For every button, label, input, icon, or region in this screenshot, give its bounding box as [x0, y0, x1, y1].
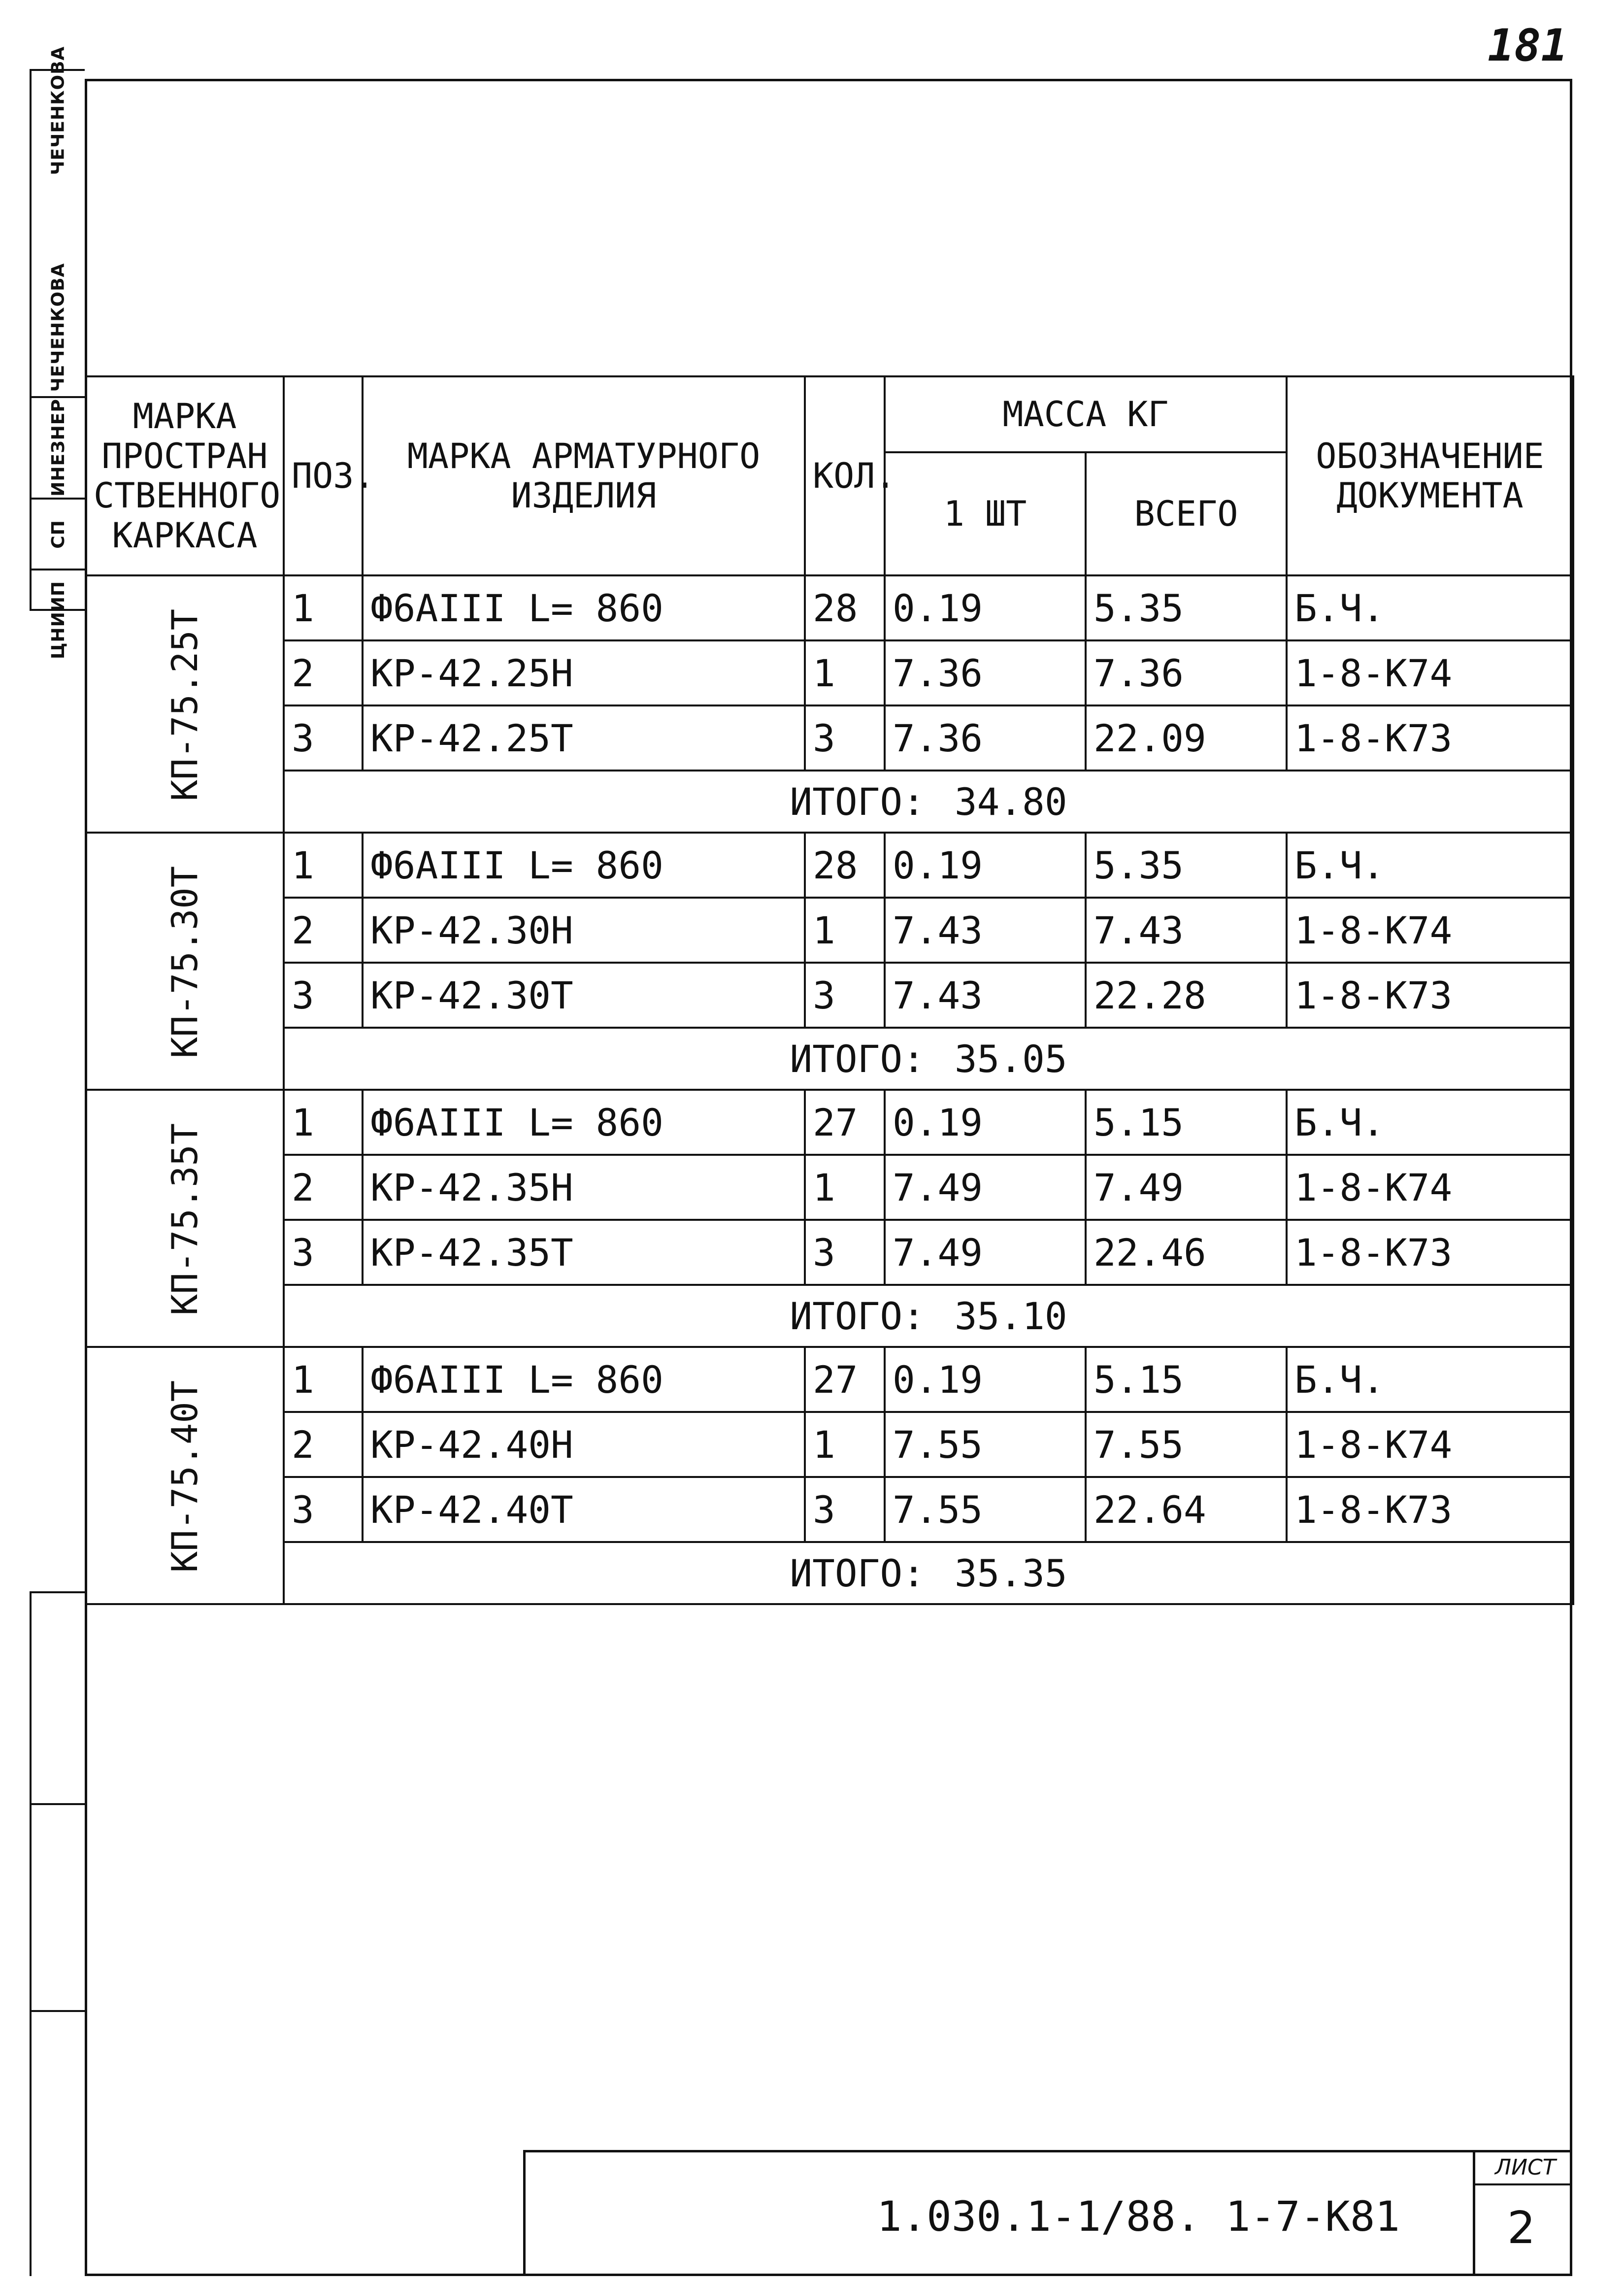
total-mass-cell: 22.28 [1086, 963, 1287, 1028]
total-row [86, 1542, 1573, 1604]
unit-mass-cell: 7.49 [885, 1155, 1086, 1220]
qty-cell: 28 [805, 575, 885, 640]
table-row [86, 833, 1573, 898]
table-row [86, 898, 1573, 963]
qty-cell: 1 [805, 898, 885, 963]
unit-mass-cell: 7.36 [885, 640, 1086, 705]
total-row [86, 771, 1573, 833]
qty-cell: 1 [805, 1155, 885, 1220]
total-cell [284, 1542, 1573, 1604]
pos-cell: 2 [284, 898, 363, 963]
frame-mark-cell [86, 1347, 284, 1604]
doc-cell: 1-8-К73 [1287, 963, 1573, 1028]
qty-cell: 27 [805, 1347, 885, 1412]
unit-mass-cell: 0.19 [885, 575, 1086, 640]
header-qty: КОЛ. [805, 376, 885, 575]
stamp-signature: ЧЕЧЕНКОВА [48, 263, 68, 392]
unit-mass-cell: 7.55 [885, 1412, 1086, 1477]
qty-cell: 3 [805, 705, 885, 771]
frame-mark-cell [86, 833, 284, 1090]
doc-cell: 1-8-К74 [1287, 898, 1573, 963]
header-mass: МАССА КГ [885, 376, 1287, 452]
table-row [86, 963, 1573, 1028]
unit-mass-cell: 7.43 [885, 898, 1086, 963]
page-number: 181 [1488, 20, 1568, 71]
frame-mark: КП-75.30Т [164, 866, 205, 1058]
header-mass-total: ВСЕГО [1086, 452, 1287, 575]
table-row [86, 1090, 1573, 1155]
total-value: 35.05 [954, 1037, 1067, 1081]
item-cell: КР-42.30Т [363, 963, 805, 1028]
table-row [86, 705, 1573, 771]
doc-cell: 1-8-К73 [1287, 1220, 1573, 1285]
item-cell: КР-42.30Н [363, 898, 805, 963]
table-row [86, 1412, 1573, 1477]
item-cell: КР-42.35Т [363, 1220, 805, 1285]
item-cell: Ф6АIII L= 860 [363, 575, 805, 640]
table-row [86, 1155, 1573, 1220]
stamp-cell [34, 570, 82, 669]
total-value: 35.10 [954, 1294, 1067, 1338]
table-row [86, 640, 1573, 705]
qty-cell: 1 [805, 1412, 885, 1477]
doc-cell: Б.Ч. [1287, 1090, 1573, 1155]
total-mass-cell: 7.49 [1086, 1155, 1287, 1220]
total-row [86, 1028, 1573, 1090]
total-row [86, 1285, 1573, 1347]
header-pos: ПОЗ. [284, 376, 363, 575]
pos-cell: 1 [284, 1347, 363, 1412]
item-cell: КР-42.25Т [363, 705, 805, 771]
item-cell: Ф6АIII L= 860 [363, 1347, 805, 1412]
table-row [86, 1477, 1573, 1542]
stamp-cell [34, 398, 82, 497]
approval-stamp-strip [30, 46, 85, 659]
header-mass-unit: 1 ШТ [885, 452, 1086, 575]
item-cell: КР-42.35Н [363, 1155, 805, 1220]
doc-cell: 1-8-К73 [1287, 705, 1573, 771]
qty-cell: 3 [805, 963, 885, 1028]
sheet-number: 2 [1507, 2202, 1536, 2254]
total-label: ИТОГО: [790, 779, 925, 824]
total-mass-cell: 7.55 [1086, 1412, 1287, 1477]
qty-cell: 3 [805, 1477, 885, 1542]
stamp-signature: ЧЕЧЕНКОВА [48, 46, 68, 175]
stamp-sp: СП [48, 519, 68, 549]
qty-cell: 3 [805, 1220, 885, 1285]
unit-mass-cell: 0.19 [885, 833, 1086, 898]
table-row [86, 1220, 1573, 1285]
doc-cell: Б.Ч. [1287, 833, 1573, 898]
item-cell: Ф6АIII L= 860 [363, 833, 805, 898]
stamp-cell [34, 46, 82, 175]
total-label: ИТОГО: [790, 1037, 925, 1081]
pos-cell: 2 [284, 1412, 363, 1477]
specification-table [85, 375, 1574, 1605]
pos-cell: 2 [284, 1155, 363, 1220]
header-frame-mark: МАРКА ПРОСТРАН СТВЕННОГО КАРКАСА [86, 376, 284, 575]
unit-mass-cell: 0.19 [885, 1090, 1086, 1155]
total-cell [284, 1285, 1573, 1347]
pos-cell: 3 [284, 705, 363, 771]
pos-cell: 1 [284, 575, 363, 640]
stamp-org: ЦНИИП [48, 580, 68, 659]
total-mass-cell: 5.15 [1086, 1347, 1287, 1412]
table-row [86, 1347, 1573, 1412]
pos-cell: 3 [284, 1220, 363, 1285]
pos-cell: 2 [284, 640, 363, 705]
left-strip-lower [30, 1591, 85, 2276]
item-cell: КР-42.40Т [363, 1477, 805, 1542]
frame-mark: КП-75.40Т [164, 1380, 205, 1573]
frame-mark: КП-75.25Т [164, 608, 205, 801]
pos-cell: 3 [284, 963, 363, 1028]
item-cell: Ф6АIII L= 860 [363, 1090, 805, 1155]
unit-mass-cell: 7.55 [885, 1477, 1086, 1542]
item-cell: КР-42.25Н [363, 640, 805, 705]
total-mass-cell: 22.46 [1086, 1220, 1287, 1285]
total-cell [284, 771, 1573, 833]
total-mass-cell: 22.64 [1086, 1477, 1287, 1542]
frame-mark-cell [86, 1090, 284, 1347]
total-mass-cell: 22.09 [1086, 705, 1287, 771]
item-cell: КР-42.40Н [363, 1412, 805, 1477]
total-label: ИТОГО: [790, 1551, 925, 1595]
sheet-label: ЛИСТ [1495, 2155, 1556, 2180]
total-mass-cell: 5.35 [1086, 833, 1287, 898]
unit-mass-cell: 7.36 [885, 705, 1086, 771]
total-mass-cell: 5.15 [1086, 1090, 1287, 1155]
doc-cell: Б.Ч. [1287, 1347, 1573, 1412]
stamp-cell [34, 258, 82, 396]
doc-cell: 1-8-К74 [1287, 1412, 1573, 1477]
doc-cell: 1-8-К74 [1287, 640, 1573, 705]
doc-cell: Б.Ч. [1287, 575, 1573, 640]
frame-mark: КП-75.35Т [164, 1123, 205, 1315]
total-label: ИТОГО: [790, 1294, 925, 1338]
total-mass-cell: 7.36 [1086, 640, 1287, 705]
header-item-mark: МАРКА АРМАТУРНОГО ИЗДЕЛИЯ [363, 376, 805, 575]
qty-cell: 1 [805, 640, 885, 705]
doc-cell: 1-8-К74 [1287, 1155, 1573, 1220]
qty-cell: 27 [805, 1090, 885, 1155]
stamp-cell [34, 500, 82, 569]
total-value: 34.80 [954, 779, 1067, 824]
document-code: 1.030.1-1/88. 1-7-К81 [877, 2192, 1400, 2241]
unit-mass-cell: 7.43 [885, 963, 1086, 1028]
pos-cell: 3 [284, 1477, 363, 1542]
unit-mass-cell: 7.49 [885, 1220, 1086, 1285]
total-cell [284, 1028, 1573, 1090]
pos-cell: 1 [284, 1090, 363, 1155]
total-mass-cell: 7.43 [1086, 898, 1287, 963]
total-value: 35.35 [954, 1551, 1067, 1595]
table-header-row [86, 376, 1573, 452]
header-doc: ОБОЗНАЧЕНИЕ ДОКУМЕНТА [1287, 376, 1573, 575]
frame-mark-cell [86, 575, 284, 833]
sheet-divider [1473, 2183, 1572, 2185]
doc-cell: 1-8-К73 [1287, 1477, 1573, 1542]
stamp-engineer: ИНЕЗНЕР [48, 398, 68, 497]
pos-cell: 1 [284, 833, 363, 898]
total-mass-cell: 5.35 [1086, 575, 1287, 640]
unit-mass-cell: 0.19 [885, 1347, 1086, 1412]
qty-cell: 28 [805, 833, 885, 898]
table-row [86, 575, 1573, 640]
